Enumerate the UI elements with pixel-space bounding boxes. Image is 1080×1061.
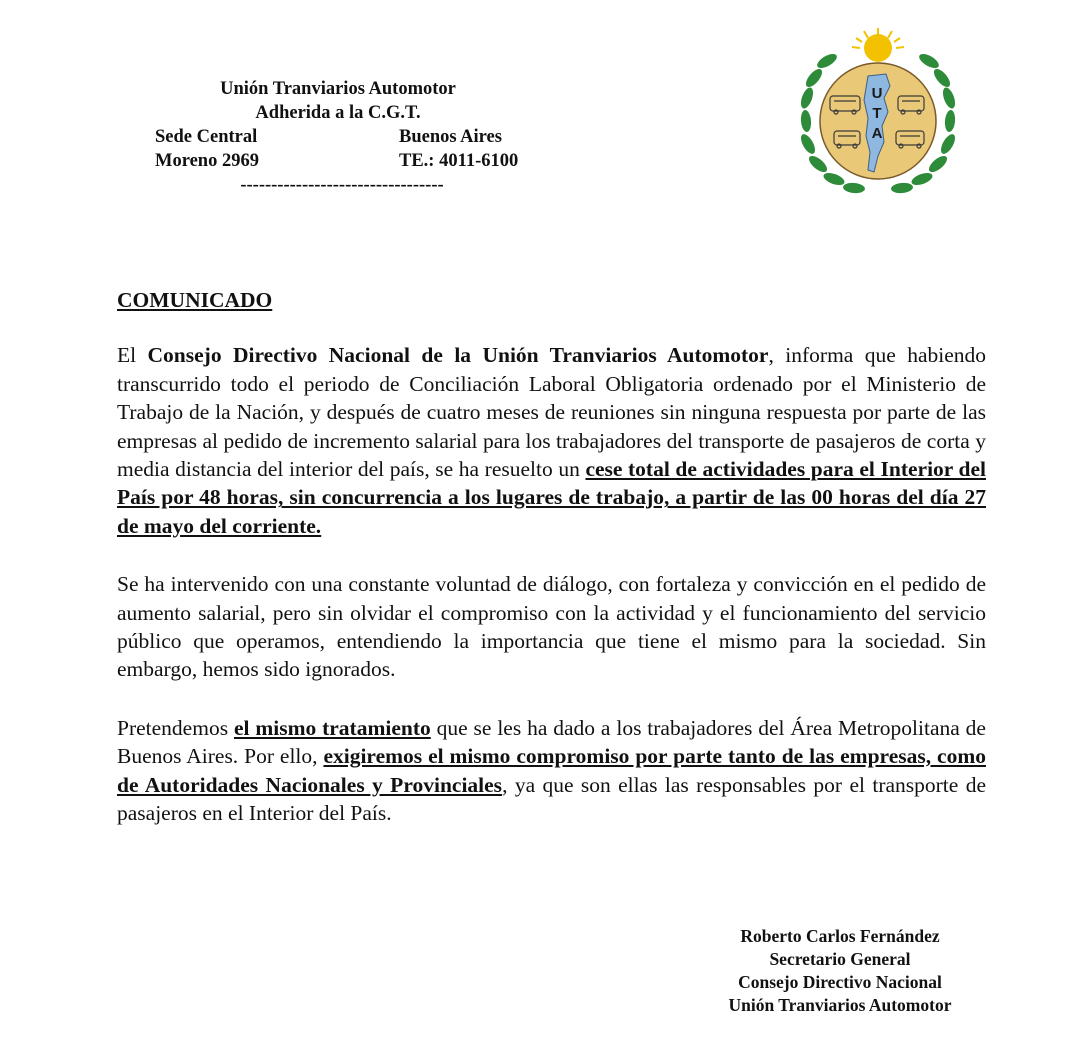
p3-mid: que se les ha dado a los trabajadores del Área Metropolitana de Buenos Aires. Por ello, — [117, 715, 986, 769]
uta-emblem-icon — [794, 26, 962, 198]
signer-name: Roberto Carlos Fernández — [740, 926, 940, 946]
letterhead — [150, 77, 550, 197]
org-name: Unión Tranviarios Automotor — [220, 79, 456, 99]
letterhead-divider: --------------------------------- — [240, 175, 444, 195]
letterhead-row-2 — [150, 149, 550, 173]
logo-letter-t: T — [872, 105, 882, 122]
p3-emphasis-2: exigiremos el mismo compromiso por parte tanto de las empresas, como de Autoridades Nacionales y Provinciales — [117, 744, 986, 797]
p1-bold: Consejo Directivo Nacional de la Unión Tranviarios Automotor — [147, 343, 769, 368]
logo-letter-a: A — [871, 125, 883, 142]
address: Moreno 2969 — [155, 151, 259, 171]
document-body — [117, 286, 986, 858]
p3-pre: Pretendemos — [117, 715, 234, 740]
p1-pre: El — [117, 343, 148, 368]
p1-mid: , informa que habiendo transcurrido todo el periodo de Conciliación Laboral Obligatoria ordenado por el Ministerio de Trabajo de la Nación, y después de cuatro meses de reuniones sin ninguna respuesta por parte de las empresas al pedido de incremento salarial para los trabajadores del transporte de pasajeros de corta y media distancia del interior del país, se ha resuelto un — [117, 343, 987, 482]
logo-letter-u: U — [871, 85, 883, 102]
sede-label: Sede Central — [155, 127, 258, 147]
uta-logo — [794, 26, 962, 198]
paragraph-2: Se ha intervenido con una constante voluntad de diálogo, con fortaleza y convicción en el pedido de aumento salarial, pero sin olvidar el compromiso con la actividad y el funcionamiento del servicio público que operamos, entendiendo la importancia que tiene el mismo para la sociedad. Sin embargo, hemos sido ignorados. — [117, 572, 986, 682]
document-heading: COMUNICADO — [117, 288, 273, 312]
sun-icon — [852, 28, 904, 62]
phone: TE.: 4011-6100 — [399, 151, 519, 171]
p1-emphasis: cese total de actividades para el Interior del País por 48 horas, sin concurrencia a los lugares de trabajo, a partir de las 00 horas del día 27 de mayo del corriente. — [117, 457, 987, 538]
signer-title: Secretario General — [769, 949, 911, 969]
paragraph-1 — [117, 341, 986, 540]
affiliation: Adherida a la C.G.T. — [255, 103, 421, 123]
city: Buenos Aires — [399, 127, 502, 147]
paragraph-3 — [117, 714, 986, 828]
letterhead-row-1 — [150, 125, 550, 149]
signer-body: Consejo Directivo Nacional — [738, 972, 942, 992]
p3-post: , ya que son ellas las responsables por el transporte de pasajeros en el Interior del País. — [117, 772, 986, 826]
p3-emphasis-1: el mismo tratamiento — [233, 715, 431, 740]
signature-block — [690, 925, 990, 1017]
signer-org: Unión Tranviarios Automotor — [728, 995, 952, 1015]
